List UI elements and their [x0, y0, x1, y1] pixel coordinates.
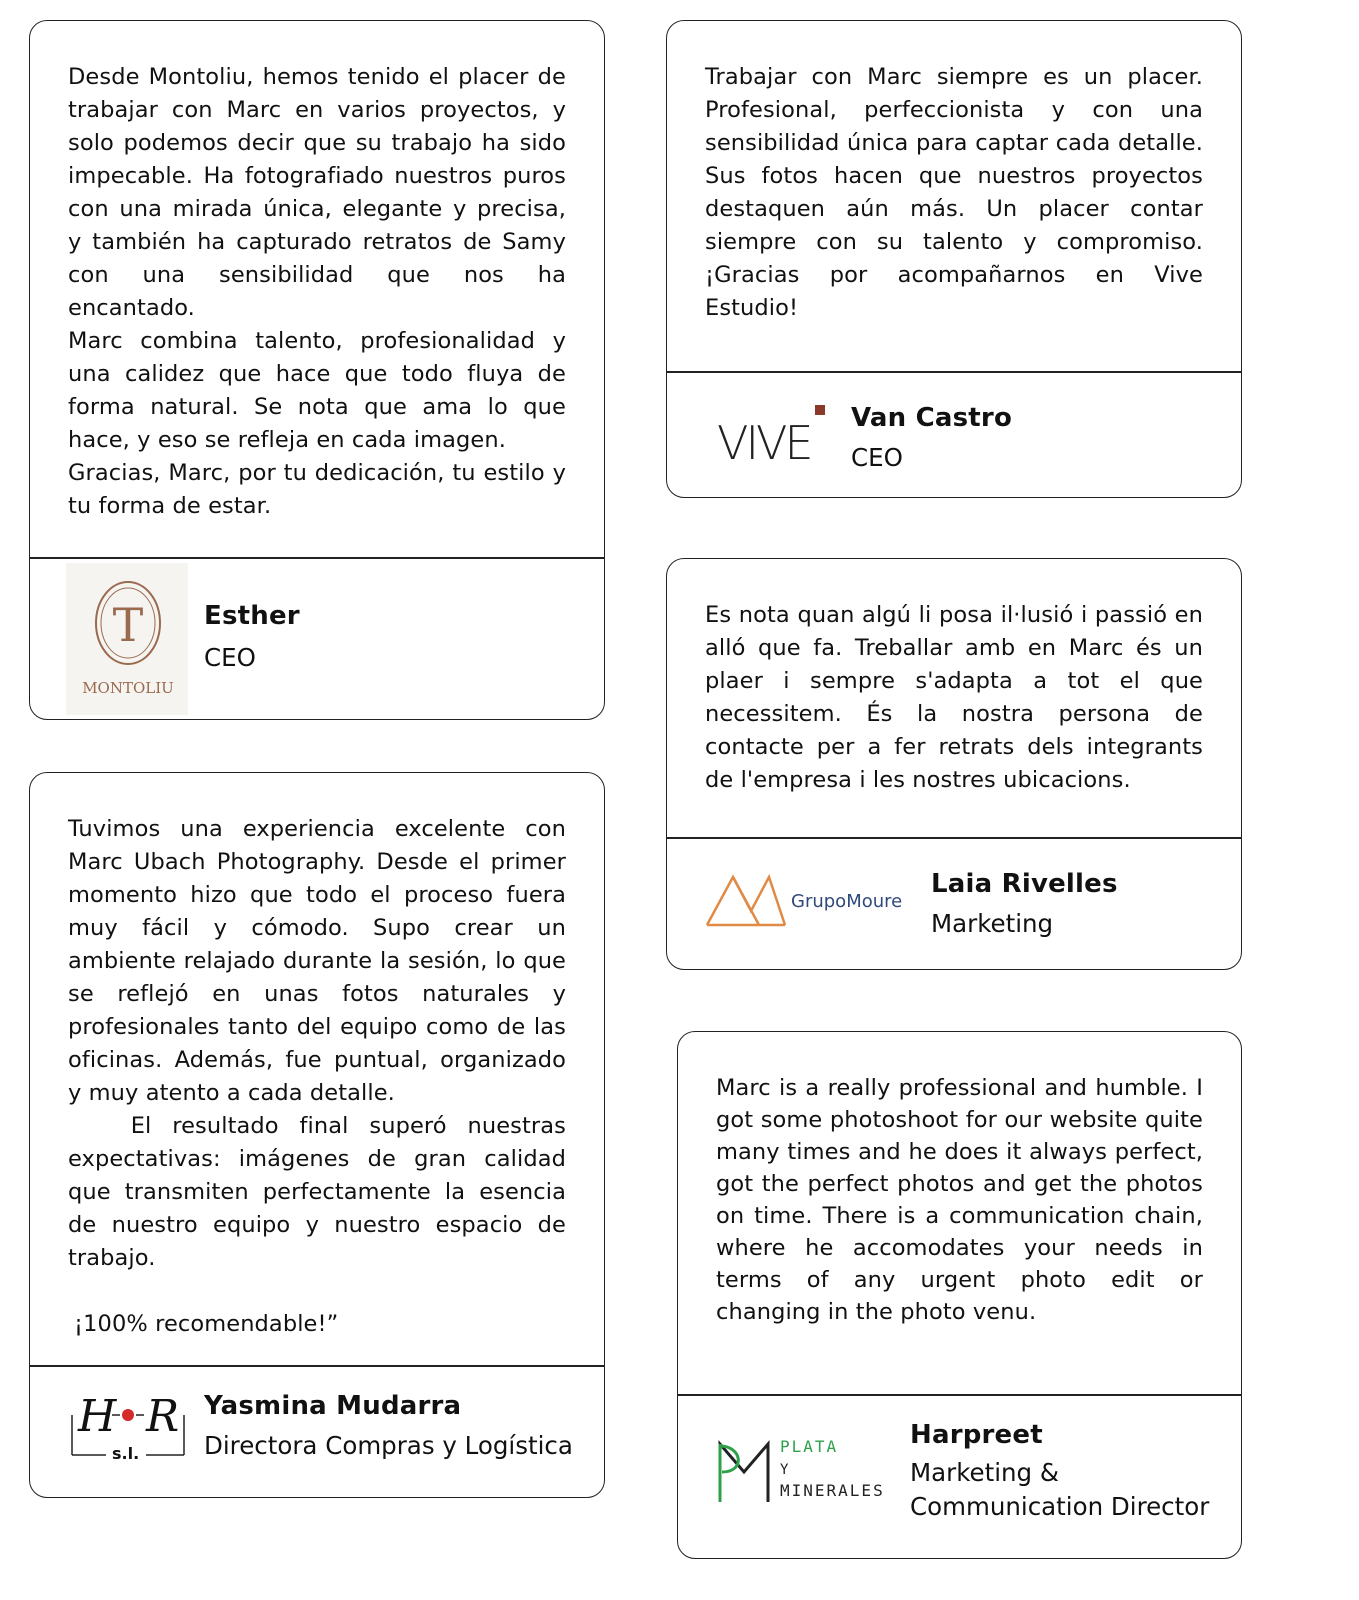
vive-logo-text: VIVE — [717, 416, 811, 465]
testimonial-quote — [705, 61, 1203, 325]
author-role: CEO — [204, 643, 256, 672]
hr-logo — [70, 1385, 190, 1461]
grupomoure-logo — [703, 869, 913, 939]
quote-paragraph: Marc is a really professional and humble. I got some photoshoot for our website quite many times and he does it always perfect, got the perfect photos and get the photos on time. There is a communication chain, where he accomodates your needs in terms of any urgent photo edit or changing in the photo venu. — [716, 1075, 1203, 1325]
testimonial-card-hr — [29, 772, 605, 1498]
quote-paragraph: Tuvimos una experiencia excelente con Marc Ubach Photography. Desde el primer momento hizo que todo el proceso fuera muy fácil y cómodo. Supo crear un ambiente relajado durante la sesión, lo que se reflejó en unas fotos naturales y profesionales tanto del equipo como de las oficinas. Además, fue puntual, organizado y muy atento a cada detalle. — [68, 816, 566, 1106]
card-divider — [30, 557, 604, 559]
testimonial-card-vive — [666, 20, 1242, 498]
testimonial-card-montoliu — [29, 20, 605, 720]
author-name: Esther — [204, 601, 300, 631]
author-role: CEO — [851, 443, 903, 472]
plata-minerales-logo — [716, 1432, 896, 1512]
testimonial-quote — [68, 813, 574, 1341]
author-name: Yasmina Mudarra — [204, 1391, 462, 1421]
testimonial-quote — [705, 599, 1203, 797]
card-divider — [667, 837, 1241, 839]
author-name: Laia Rivelles — [931, 869, 1118, 899]
montoliu-logo-text: MONTOLIU — [82, 679, 174, 697]
plata-logo-line2: Y — [780, 1462, 789, 1478]
quote-paragraph: El resultado final superó nuestras expectativas: imágenes de gran calidad que transmiten perfectamente la esencia de nuestro equipo y nuestro espacio de trabajo. — [68, 1113, 574, 1271]
plata-logo-line3: MINERALES — [780, 1481, 885, 1500]
author-name: Harpreet — [910, 1420, 1043, 1450]
author-role: Marketing — [931, 909, 1054, 938]
quote-paragraph: ¡100% recomendable!” — [74, 1311, 339, 1337]
svg-text:T: T — [112, 598, 144, 652]
svg-text:H: H — [78, 1391, 117, 1442]
author-role: Directora Compras y Logística — [204, 1431, 573, 1460]
author-name: Van Castro — [851, 403, 1013, 433]
card-divider — [667, 371, 1241, 373]
testimonial-quote — [68, 61, 566, 523]
testimonial-card-grupomoure — [666, 558, 1242, 970]
hr-logo-subtext: s.l. — [112, 1444, 140, 1461]
quote-paragraph: Marc combina talento, profesionalidad y una calidez que hace que todo fluya de forma natural. Se nota que ama lo que hace, y eso se refleja en cada imagen. — [68, 328, 566, 453]
author-role: Marketing & Communication Director — [910, 1458, 1210, 1521]
montoliu-logo — [66, 563, 188, 715]
quote-paragraph: Desde Montoliu, hemos tenido el placer de trabajar con Marc en varios proyectos, y solo podemos decir que su trabajo ha sido impecable. Ha fotografiado nuestros puros con una mirada única, elegante y precisa, y también ha capturado retratos de Samy con una sensibilidad que nos ha encantado. — [68, 64, 566, 321]
vive-logo — [717, 405, 837, 465]
testimonial-quote — [716, 1072, 1203, 1328]
grupomoure-logo-text: GrupoMoure — [791, 891, 903, 912]
card-divider — [30, 1365, 604, 1367]
svg-text:R: R — [146, 1391, 180, 1442]
quote-paragraph: Es nota quan algú li posa il·lusió i passió en alló que fa. Treballar amb en Marc és un plaer i sempre s'adapta a tot el que necessitem. És la nostra persona de contacte per a fer retrats dels integrants de l'empresa i les nostres ubicacions. — [705, 602, 1203, 793]
card-divider — [678, 1394, 1241, 1396]
quote-paragraph: Trabajar con Marc siempre es un placer. Profesional, perfeccionista y con una sensibilidad única para captar cada detalle. Sus fotos hacen que nuestros proyectos destaquen aún más. Un placer contar siempre con su talento y compromiso. ¡Gracias por acompañarnos en Vive Estudio! — [705, 64, 1203, 321]
quote-paragraph: Gracias, Marc, por tu dedicación, tu estilo y tu forma de estar. — [68, 460, 566, 519]
plata-logo-line1: PLATA — [780, 1437, 839, 1456]
testimonial-card-plata-minerales — [677, 1031, 1242, 1559]
